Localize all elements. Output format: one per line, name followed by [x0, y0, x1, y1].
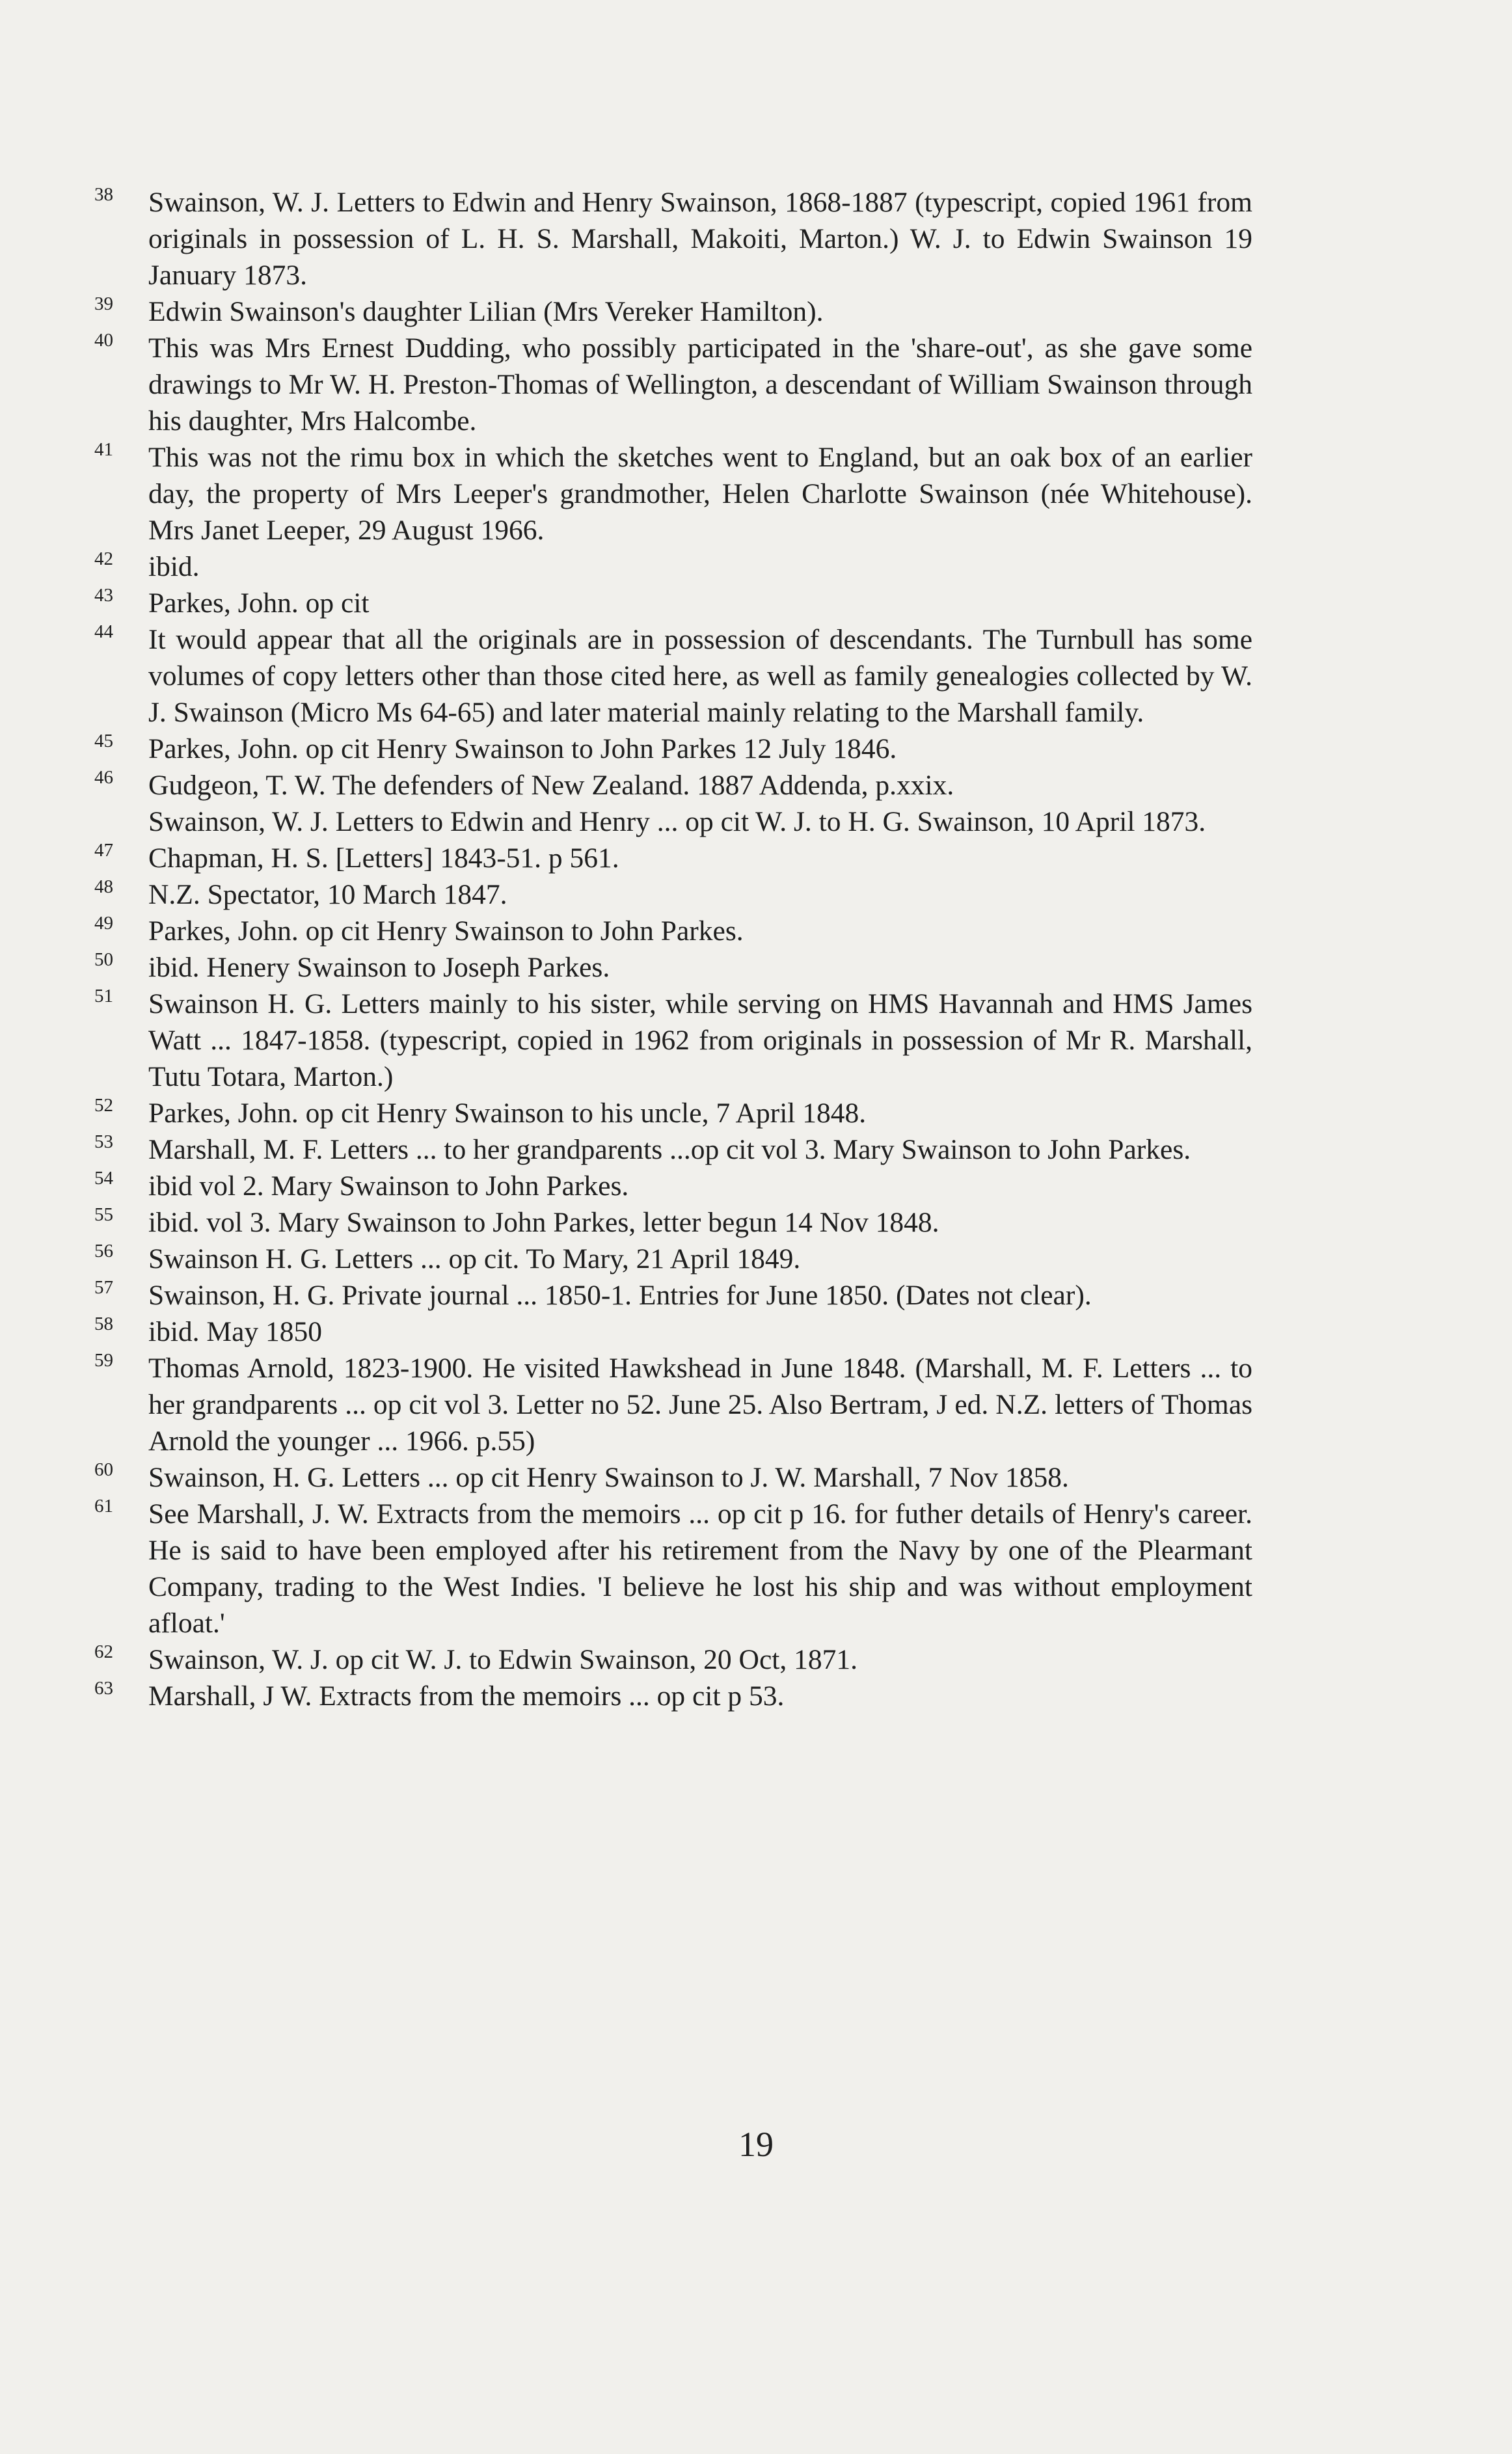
footnote-text: ibid. vol 3. Mary Swainson to John Parkes, letter begun 14 Nov 1848.	[148, 1207, 939, 1238]
footnote-text: N.Z. Spectator, 10 March 1847.	[148, 879, 507, 910]
footnote-text: Parkes, John. op cit	[148, 587, 370, 619]
footnote-text: Swainson, W. J. Letters to Edwin and Henry ... op cit W. J. to H. G. Swainson, 10 April 1873.	[148, 806, 1206, 837]
footnote	[94, 1204, 1252, 1241]
footnote-number: 57	[94, 1277, 113, 1298]
footnote-text: Chapman, H. S. [Letters] 1843-51. p 561.	[148, 843, 619, 874]
footnote	[94, 1095, 1252, 1131]
footnote	[94, 293, 1252, 330]
footnote	[94, 1496, 1252, 1641]
footnote	[94, 949, 1252, 986]
footnote	[94, 1641, 1252, 1678]
footnote	[94, 876, 1252, 913]
footnote-text: ibid. Henery Swainson to Joseph Parkes.	[148, 952, 610, 983]
footnote-text: Parkes, John. op cit Henry Swainson to his uncle, 7 April 1848.	[148, 1098, 867, 1129]
footnote-text: ibid. May 1850	[148, 1316, 323, 1347]
footnote	[94, 1131, 1252, 1168]
footnote	[94, 840, 1252, 876]
footnote-number: 59	[94, 1350, 113, 1371]
footnote-number: 60	[94, 1459, 113, 1480]
footnote-number: 58	[94, 1314, 113, 1334]
footnote-text: Swainson H. G. Letters ... op cit. To Mary, 21 April 1849.	[148, 1243, 801, 1274]
footnote-number: 48	[94, 876, 113, 897]
footnote-number: 44	[94, 621, 113, 642]
footnote-text: Parkes, John. op cit Henry Swainson to John Parkes 12 July 1846.	[148, 733, 897, 764]
footnote-number: 56	[94, 1241, 113, 1261]
footnote-text: Gudgeon, T. W. The defenders of New Zealand. 1887 Addenda, p.xxix.	[148, 770, 954, 801]
footnote-text: ibid.	[148, 551, 200, 582]
footnote-text: Marshall, J W. Extracts from the memoirs ... op cit p 53.	[148, 1680, 785, 1712]
footnote-text: See Marshall, J. W. Extracts from the memoirs ... op cit p 16. for futher details of Henry's career. He is said to have been employed after his retirement from the Navy by one of the Plearmant Company, trading to the West Indies. 'I believe he lost his ship and was without employment afloat.'	[148, 1498, 1252, 1639]
footnote-number: 55	[94, 1204, 113, 1225]
footnote-number: 50	[94, 949, 113, 970]
footnote-number: 40	[94, 330, 113, 351]
footnote-number: 62	[94, 1641, 113, 1662]
footnote-text: Swainson, W. J. Letters to Edwin and Henry Swainson, 1868-1887 (typescript, copied 1961 from originals in possession of L. H. S. Marshall, Makoiti, Marton.) W. J. to Edwin Swainson 19 January 1873.	[148, 187, 1252, 291]
footnote-number: 46	[94, 767, 113, 788]
footnote-number: 42	[94, 548, 113, 569]
footnote	[94, 767, 1252, 803]
footnote-number: 49	[94, 913, 113, 934]
footnote-text: ibid vol 2. Mary Swainson to John Parkes.	[148, 1170, 629, 1202]
footnote-text: Edwin Swainson's daughter Lilian (Mrs Vereker Hamilton).	[148, 296, 824, 327]
footnote	[94, 1314, 1252, 1350]
footnote-number: 53	[94, 1131, 113, 1152]
footnote-text: Swainson H. G. Letters mainly to his sister, while serving on HMS Havannah and HMS James Watt ... 1847-1858. (typescript, copied in 1962 from originals in possession of Mr R. Marshall, Tutu Totara, Marton.)	[148, 988, 1252, 1092]
footnote-number: 61	[94, 1496, 113, 1517]
footnote	[94, 439, 1252, 548]
footnote	[94, 731, 1252, 767]
footnote	[94, 913, 1252, 949]
footnote	[94, 1241, 1252, 1277]
footnote-number: 39	[94, 293, 113, 314]
footnote	[94, 330, 1252, 439]
footnote	[94, 986, 1252, 1095]
footnote	[94, 1277, 1252, 1314]
footnote-list	[94, 184, 1252, 1714]
footnote-number: 41	[94, 439, 113, 460]
footnote-text: This was Mrs Ernest Dudding, who possibly participated in the 'share-out', as she gave some drawings to Mr W. H. Preston-Thomas of Wellington, a descendant of William Swainson through his daughter, Mrs Halcombe.	[148, 332, 1252, 437]
footnote-number: 38	[94, 184, 113, 205]
footnote-text: This was not the rimu box in which the sketches went to England, but an oak box of an earlier day, the property of Mrs Leeper's grandmother, Helen Charlotte Swainson (née Whitehouse). Mrs Janet Leeper, 29 August 1966.	[148, 442, 1252, 546]
footnote	[94, 1678, 1252, 1714]
footnote	[94, 1350, 1252, 1459]
footnote-number: 52	[94, 1095, 113, 1116]
footnote	[94, 1459, 1252, 1496]
footnote-text: It would appear that all the originals are in possession of descendants. The Turnbull has some volumes of copy letters other than those cited here, as well as family genealogies collected by W. J. Swainson (Micro Ms 64-65) and later material mainly relating to the Marshall family.	[148, 624, 1252, 728]
footnote-continuation	[94, 803, 1252, 840]
footnote-number: 63	[94, 1678, 113, 1699]
footnote-number: 54	[94, 1168, 113, 1189]
footnote-number: 47	[94, 840, 113, 861]
footnote-text: Swainson, H. G. Private journal ... 1850-1. Entries for June 1850. (Dates not clear).	[148, 1280, 1092, 1311]
footnote-text: Parkes, John. op cit Henry Swainson to John Parkes.	[148, 915, 744, 947]
footnote	[94, 548, 1252, 585]
footnote-text: Swainson, H. G. Letters ... op cit Henry Swainson to J. W. Marshall, 7 Nov 1858.	[148, 1462, 1069, 1493]
footnote-text: Marshall, M. F. Letters ... to her grandparents ...op cit vol 3. Mary Swainson to John Parkes.	[148, 1134, 1191, 1165]
footnote-text: Swainson, W. J. op cit W. J. to Edwin Swainson, 20 Oct, 1871.	[148, 1644, 857, 1675]
footnote-number: 51	[94, 986, 113, 1006]
footnote-text: Thomas Arnold, 1823-1900. He visited Hawkshead in June 1848. (Marshall, M. F. Letters ... to her grandparents ... op cit vol 3. Letter no 52. June 25. Also Bertram, J ed. N.Z. letters of Thomas Arnold the younger ... 1966. p.55)	[148, 1353, 1252, 1457]
footnote	[94, 184, 1252, 293]
footnote	[94, 585, 1252, 621]
footnote	[94, 1168, 1252, 1204]
footnote	[94, 621, 1252, 731]
page-number: 19	[738, 2125, 774, 2164]
footnote-number: 45	[94, 731, 113, 751]
footnote-number: 43	[94, 585, 113, 606]
